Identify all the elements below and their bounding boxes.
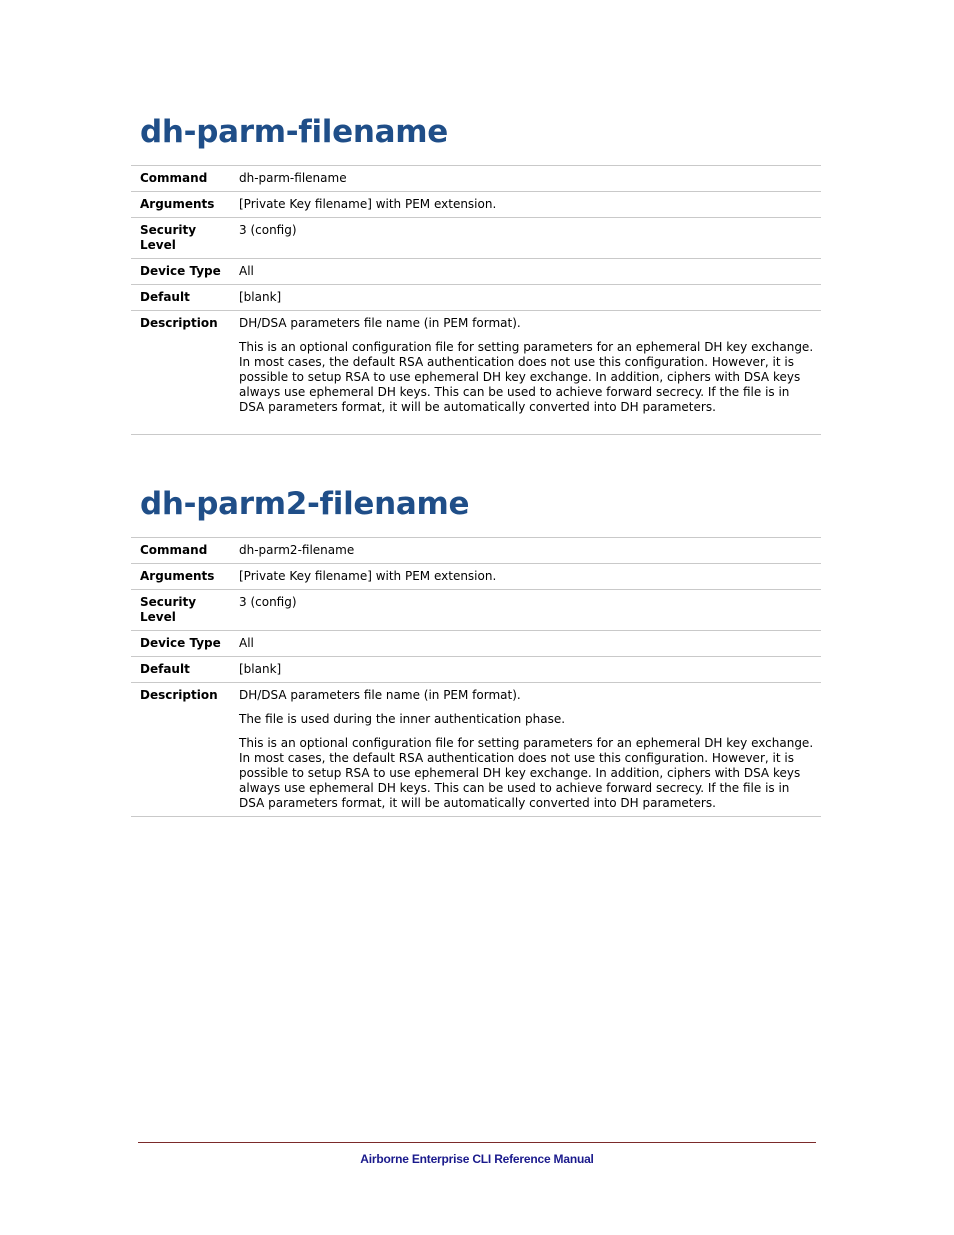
table-row-security-level	[131, 590, 821, 631]
footer-rule	[138, 1142, 816, 1143]
row-value	[230, 311, 821, 435]
table-row-command	[131, 166, 821, 192]
row-value: [blank]	[230, 657, 821, 683]
row-label: Default	[131, 657, 230, 683]
row-value: dh-parm-filename	[230, 166, 821, 192]
row-value: [blank]	[230, 285, 821, 311]
row-label: Default	[131, 285, 230, 311]
command-properties-table	[131, 165, 821, 435]
row-label: Device Type	[131, 631, 230, 657]
row-label: Arguments	[131, 564, 230, 590]
description-paragraph: This is an optional configuration file for setting parameters for an ephemeral DH key exchange. In most cases, the default RSA authentication does not use this configuration. However, it is possible to setup RSA to use ephemeral DH key exchange. In addition, ciphers with DSA keys always use ephemeral DH keys. This can be used to achieve forward secrecy. If the file is in DSA parameters format, it will be automatically converted into DH parameters.	[239, 340, 814, 414]
description-paragraph: This is an optional configuration file for setting parameters for an ephemeral DH key exchange. In most cases, the default RSA authentication does not use this configuration. However, it is possible to setup RSA to use ephemeral DH key exchange. In addition, ciphers with DSA keys always use ephemeral DH keys. This can be used to achieve forward secrecy. If the file is in DSA parameters format, it will be automatically converted into DH parameters.	[239, 736, 814, 810]
section-title: dh-parm2-filename	[140, 486, 470, 522]
footer-title: Airborne Enterprise CLI Reference Manual	[360, 1152, 594, 1166]
row-label: Description	[131, 683, 230, 817]
row-value	[230, 683, 821, 817]
table-row-command	[131, 538, 821, 564]
section-title: dh-parm-filename	[140, 114, 448, 150]
row-value: All	[230, 631, 821, 657]
row-value: [Private Key filename] with PEM extension.	[230, 192, 821, 218]
table-row-default	[131, 657, 821, 683]
description-paragraph: The file is used during the inner authentication phase.	[239, 712, 566, 726]
command-properties-table	[131, 537, 821, 817]
row-label: Security Level	[131, 590, 230, 631]
row-value: 3 (config)	[230, 218, 821, 259]
row-label: Command	[131, 538, 230, 564]
table-row-device-type	[131, 631, 821, 657]
row-label: Security Level	[131, 218, 230, 259]
row-label: Device Type	[131, 259, 230, 285]
command-section-dh-parm-filename	[131, 112, 821, 435]
table-row-description	[131, 311, 821, 435]
row-value: [Private Key filename] with PEM extension.	[230, 564, 821, 590]
table-row-security-level	[131, 218, 821, 259]
row-label: Command	[131, 166, 230, 192]
table-row-device-type	[131, 259, 821, 285]
command-section-dh-parm2-filename	[131, 484, 821, 817]
row-label: Description	[131, 311, 230, 435]
description-paragraph: DH/DSA parameters file name (in PEM format).	[239, 316, 521, 330]
row-label: Arguments	[131, 192, 230, 218]
table-row-default	[131, 285, 821, 311]
table-row-arguments	[131, 564, 821, 590]
row-value: All	[230, 259, 821, 285]
table-row-description	[131, 683, 821, 817]
description-paragraph: DH/DSA parameters file name (in PEM format).	[239, 688, 521, 702]
row-value: 3 (config)	[230, 590, 821, 631]
row-value: dh-parm2-filename	[230, 538, 821, 564]
table-row-arguments	[131, 192, 821, 218]
